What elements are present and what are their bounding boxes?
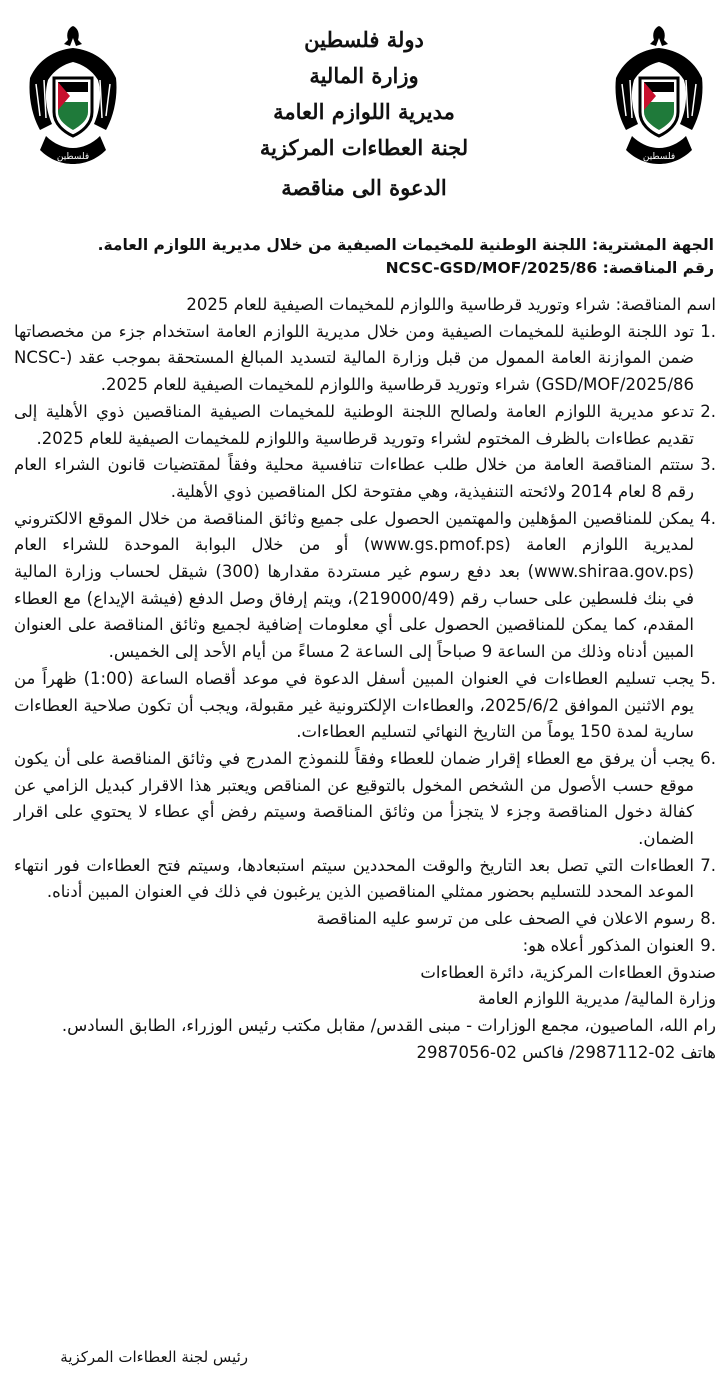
tender-meta (14, 234, 714, 280)
clause-text: يجب أن يرفق مع العطاء إقرار ضمان للعطاء وفقاً للنموذج المدرج في وثائق المناقصة على أن يكون موقع حسب الأصول من الشخص المخول بالتوقيع عن المناقص ويعتبر هذا الاقرار كبديل الزامي عن كفالة دخول المناقصة وجزء لا يتجزأ من وثائق المناقصة وسيتم رفض أي عطاء لا يحتوي على اقرار الضمان. (14, 748, 694, 849)
header-directorate: مديرية اللوازم العامة (273, 99, 455, 124)
buyer-row (14, 234, 714, 257)
contact-phone-fax: هاتف 02-2987112/ فاكس 02-2987056 (416, 1042, 716, 1062)
clause-item (14, 319, 716, 399)
clause-text: تود اللجنة الوطنية للمخيمات الصيفية ومن خلال مديرية اللوازم العامة استخدام جزء من مخصصاتها ضمن الموازنة العامة الممول من قبل وزارة المالية لتسديد المبالغ المستحقة بموجب عقد (NCSC-GSD/MOF/2025/86) شراء وتوريد قرطاسية واللوازم للمخيمات الصيفية للعام 2025. (14, 321, 694, 395)
buyer-label: الجهة المشترية: (591, 236, 714, 254)
clause-number: .9 (700, 935, 716, 955)
buyer-value: اللجنة الوطنية للمخيمات الصيفية من خلال مديرية اللوازم العامة. (97, 236, 587, 254)
tender-body (14, 292, 716, 1066)
header-invitation-title: الدعوة الى مناقصة (281, 175, 447, 200)
clause-number: .6 (700, 748, 716, 768)
tender-number-label: رقم المناقصة: (602, 259, 714, 277)
address-block (14, 960, 716, 1067)
eagle-emblem-icon (610, 20, 708, 172)
clause-number: .4 (700, 508, 716, 528)
clause-number: .2 (700, 401, 716, 421)
header-state: دولة فلسطين (304, 27, 424, 52)
emblem-caption: فلسطين (56, 152, 90, 162)
clause-number: .7 (700, 855, 716, 875)
emblem-caption: فلسطين (642, 152, 676, 162)
clause-text: تدعو مديرية اللوازم العامة ولصالح اللجنة الوطنية للمخيمات الصيفية المناقصين ذوي الأهلية إلى تقديم عطاءات بالظرف المختوم لشراء وتوريد قرطاسية واللوازم للمخيمات الصيفية للعام 2025. (14, 401, 694, 448)
tender-number-row (14, 257, 714, 280)
tender-number-value: NCSC-GSD/MOF/2025/86 (385, 259, 598, 277)
palestine-eagle-emblem-left (24, 20, 122, 172)
clause-item (14, 399, 716, 452)
palestine-eagle-emblem-right (610, 20, 708, 172)
clause-number: .1 (700, 321, 716, 341)
clause-item (14, 452, 716, 505)
clause-item (14, 506, 716, 666)
address-line-2: وزارة المالية/ مديرية اللوازم العامة (478, 989, 716, 1009)
clause-text: يمكن للمناقصين المؤهلين والمهتمين الحصول على جميع وثائق المناقصة من خلال الموقع الالكتروني لمديرية اللوازم العامة (www.gs.pmof.ps) أو من خلال البوابة الموحدة للشراء العام (www.shiraa.gov.ps) بعد دفع رسوم غير مستردة مقدارها (300) شيقل لحساب وزارة المالية في بنك فلسطين على حساب رقم (219000/49)، ويتم إرفاق وصل الدفع (فيشة الإيداع) مع العطاء المقدم، كما يمكن للمناقصين الحصول على أي معلومات إضافية لجميع وثائق المناقصة على العنوان المبين أدناه وذلك من الساعة 9 صباحاً إلى الساعة 2 مساءً من أيام الأحد إلى الخميس. (14, 508, 695, 662)
clauses-list (14, 319, 716, 960)
clause-item (14, 933, 716, 960)
clause-item (14, 906, 716, 933)
clause-text: يجب تسليم العطاءات في العنوان المبين أسفل الدعوة في موعد أقصاه الساعة (1:00) ظهراً من يوم الاثنين الموافق 2025/6/2، والعطاءات الإلكترونية غير مقبولة، ويجب أن تكون صلاحية العطاءات سارية لمدة 150 يوماً من التاريخ النهائي لتسليم العطاءات. (14, 668, 694, 742)
clause-number: .5 (700, 668, 716, 688)
clause-item (14, 746, 716, 853)
header-committee: لجنة العطاءات المركزية (259, 135, 469, 160)
eagle-emblem-icon (24, 20, 122, 172)
clause-text: العطاءات التي تصل بعد التاريخ والوقت المحددين سيتم استبعادها، وسيتم فتح العطاءات فور انتهاء الموعد المحدد للتسليم بحضور ممثلي المناقصين الذين يرغبون في ذلك في العنوان المبين أدناه. (14, 855, 694, 902)
clause-text: ستتم المناقصة العامة من خلال طلب عطاءات تنافسية محلية وفقاً لمقتضيات قانون الشراء العام رقم 8 لعام 2014 ولائحته التنفيذية، وهي مفتوحة لكل المناقصين ذوي الأهلية. (14, 455, 694, 501)
header-ministry: وزارة المالية (309, 63, 419, 88)
clause-item (14, 853, 716, 906)
clause-number: .3 (700, 455, 716, 475)
clause-text: العنوان المذكور أعلاه هو: (522, 935, 694, 955)
signature-line: رئيس لجنة العطاءات المركزية (60, 1348, 248, 1366)
document-header (150, 22, 578, 206)
clause-text: رسوم الاعلان في الصحف على من ترسو عليه المناقصة (316, 909, 694, 929)
clause-number: .8 (700, 909, 716, 929)
tender-name: اسم المناقصة: شراء وتوريد قرطاسية واللوازم للمخيمات الصيفية للعام 2025 (186, 295, 716, 314)
address-line-3: رام الله، الماصيون، مجمع الوزارات - مبنى القدس/ مقابل مكتب رئيس الوزراء، الطابق السادس. (61, 1015, 716, 1035)
address-line-1: صندوق العطاءات المركزية، دائرة العطاءات (420, 962, 716, 982)
clause-item (14, 666, 716, 746)
